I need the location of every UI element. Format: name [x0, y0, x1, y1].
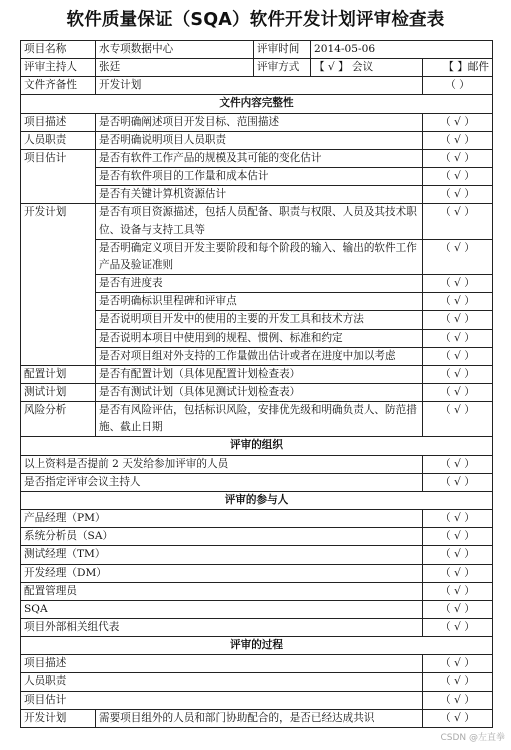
checklist-table [20, 40, 493, 728]
check-mark: （ √ ） [423, 347, 493, 365]
category-label: 开发计划 [21, 204, 96, 365]
check-mark: （ √ ） [423, 402, 493, 437]
check-mark: （ √ ） [423, 510, 493, 528]
item-text: 是否明确定义项目开发主要阶段和每个阶段的输入、输出的软件工作产品及验证准则 [96, 239, 423, 274]
check-mark: （ √ ） [423, 473, 493, 491]
docs-value: 开发计划 [96, 77, 423, 95]
checklist-row [21, 600, 493, 618]
category-label: 人员职责 [21, 131, 96, 149]
item-text: 是否有关键计算机资源估计 [96, 186, 423, 204]
category-label: 风险分析 [21, 402, 96, 437]
item-text: 是否明确阐述项目开发目标、范围描述 [96, 113, 423, 131]
docs-label: 文件齐备性 [21, 77, 96, 95]
check-mark: （ √ ） [423, 455, 493, 473]
checklist-row [21, 455, 493, 473]
check-mark: （ √ ） [423, 383, 493, 401]
checklist-row [21, 383, 493, 401]
host-value: 张廷 [96, 59, 254, 77]
item-text: 项目描述 [21, 655, 423, 673]
method-label: 评审方式 [254, 59, 311, 77]
category-label: 测试计划 [21, 383, 96, 401]
item-text: SQA [21, 600, 423, 618]
project-name-label: 项目名称 [21, 41, 96, 59]
check-mark: （ √ ） [423, 186, 493, 204]
check-mark: （ √ ） [423, 239, 493, 274]
item-text: 需要项目组外的人员和部门协助配合的，是否已经达成共识 [96, 709, 423, 727]
docs-row [21, 77, 493, 95]
check-mark: （ √ ） [423, 311, 493, 329]
item-text: 项目外部相关组代表 [21, 619, 423, 637]
checklist-row [21, 691, 493, 709]
section-title: 评审的组织 [21, 437, 493, 455]
item-text: 是否指定评审会议主持人 [21, 473, 423, 491]
host-row [21, 59, 493, 77]
check-mark: （ √ ） [423, 113, 493, 131]
check-mark: （ √ ） [423, 329, 493, 347]
check-mark: （ √ ） [423, 673, 493, 691]
check-mark: （ √ ） [423, 691, 493, 709]
check-mark: （ √ ） [423, 365, 493, 383]
method-meeting: 【 √ 】 会议 [311, 59, 423, 77]
checklist-row [21, 655, 493, 673]
item-text: 产品经理（PM） [21, 510, 423, 528]
check-mark: （ √ ） [423, 293, 493, 311]
checklist-row [21, 365, 493, 383]
item-text: 是否有风险评估，包括标识风险，安排优先级和明确负责人、防范措施、截止日期 [96, 402, 423, 437]
section-header [21, 437, 493, 455]
item-text: 配置管理员 [21, 582, 423, 600]
check-mark: （ √ ） [423, 546, 493, 564]
checklist-row [21, 528, 493, 546]
check-mark: （ √ ） [423, 655, 493, 673]
check-mark: （ √ ） [423, 709, 493, 727]
item-text: 是否说明项目开发中的使用的主要的开发工具和技术方法 [96, 311, 423, 329]
item-text: 是否对项目组对外支持的工作量做出估计或者在进度中加以考虑 [96, 347, 423, 365]
item-text: 是否明确标识里程碑和评审点 [96, 293, 423, 311]
section-header [21, 637, 493, 655]
item-text: 项目估计 [21, 691, 423, 709]
check-mark: （ √ ） [423, 204, 493, 239]
category-label: 项目描述 [21, 113, 96, 131]
check-mark: （ √ ） [423, 564, 493, 582]
item-text: 是否有进度表 [96, 275, 423, 293]
docs-check: （ ） [423, 77, 493, 95]
method-email: 【 】邮件 [423, 59, 493, 77]
project-name-value: 水专项数据中心 [96, 41, 254, 59]
page-title: 软件质量保证（SQA）软件开发计划评审检查表 [66, 10, 445, 30]
item-text: 是否有软件项目的工作量和成本估计 [96, 168, 423, 186]
watermark: CSDN @左直拳 [440, 733, 505, 743]
item-text: 以上资料是否提前 2 天发给参加评审的人员 [21, 455, 423, 473]
check-mark: （ √ ） [423, 168, 493, 186]
item-text: 是否有配置计划（具体见配置计划检查表） [96, 365, 423, 383]
host-label: 评审主持人 [21, 59, 96, 77]
checklist-row [21, 149, 493, 167]
section-header [21, 95, 493, 113]
checklist-row [21, 709, 493, 727]
section-header [21, 491, 493, 509]
checklist-row [21, 564, 493, 582]
item-text: 人员职责 [21, 673, 423, 691]
checklist-row [21, 473, 493, 491]
check-mark: （ √ ） [423, 275, 493, 293]
check-mark: （ √ ） [423, 131, 493, 149]
section-title: 评审的过程 [21, 637, 493, 655]
checklist-row [21, 619, 493, 637]
project-row [21, 41, 493, 59]
section-title: 评审的参与人 [21, 491, 493, 509]
checklist-row [21, 510, 493, 528]
category-label: 配置计划 [21, 365, 96, 383]
review-time-value: 2014-05-06 [311, 41, 493, 59]
check-mark: （ √ ） [423, 149, 493, 167]
checklist-row [21, 113, 493, 131]
item-text: 是否明确说明项目人员职责 [96, 131, 423, 149]
item-text: 测试经理（TM） [21, 546, 423, 564]
review-time-label: 评审时间 [254, 41, 311, 59]
item-text: 开发经理（DM） [21, 564, 423, 582]
item-text: 系统分析员（SA） [21, 528, 423, 546]
item-text: 是否有测试计划（具体见测试计划检查表） [96, 383, 423, 401]
item-text: 是否有软件工作产品的规模及其可能的变化估计 [96, 149, 423, 167]
checklist-row [21, 673, 493, 691]
category-label: 开发计划 [21, 709, 96, 727]
checklist-row [21, 582, 493, 600]
item-text: 是否有项目资源描述，包括人员配备、职责与权限、人员及其技术职位、设备与支持工具等 [96, 204, 423, 239]
check-mark: （ √ ） [423, 528, 493, 546]
check-mark: （ √ ） [423, 600, 493, 618]
item-text: 是否说明本项目中使用到的规程、惯例、标准和约定 [96, 329, 423, 347]
checklist-row [21, 546, 493, 564]
check-mark: （ √ ） [423, 582, 493, 600]
checklist-row [21, 204, 493, 239]
checklist-row [21, 402, 493, 437]
section-title: 文件内容完整性 [21, 95, 493, 113]
checklist-row [21, 131, 493, 149]
category-label: 项目估计 [21, 149, 96, 203]
check-mark: （ √ ） [423, 619, 493, 637]
